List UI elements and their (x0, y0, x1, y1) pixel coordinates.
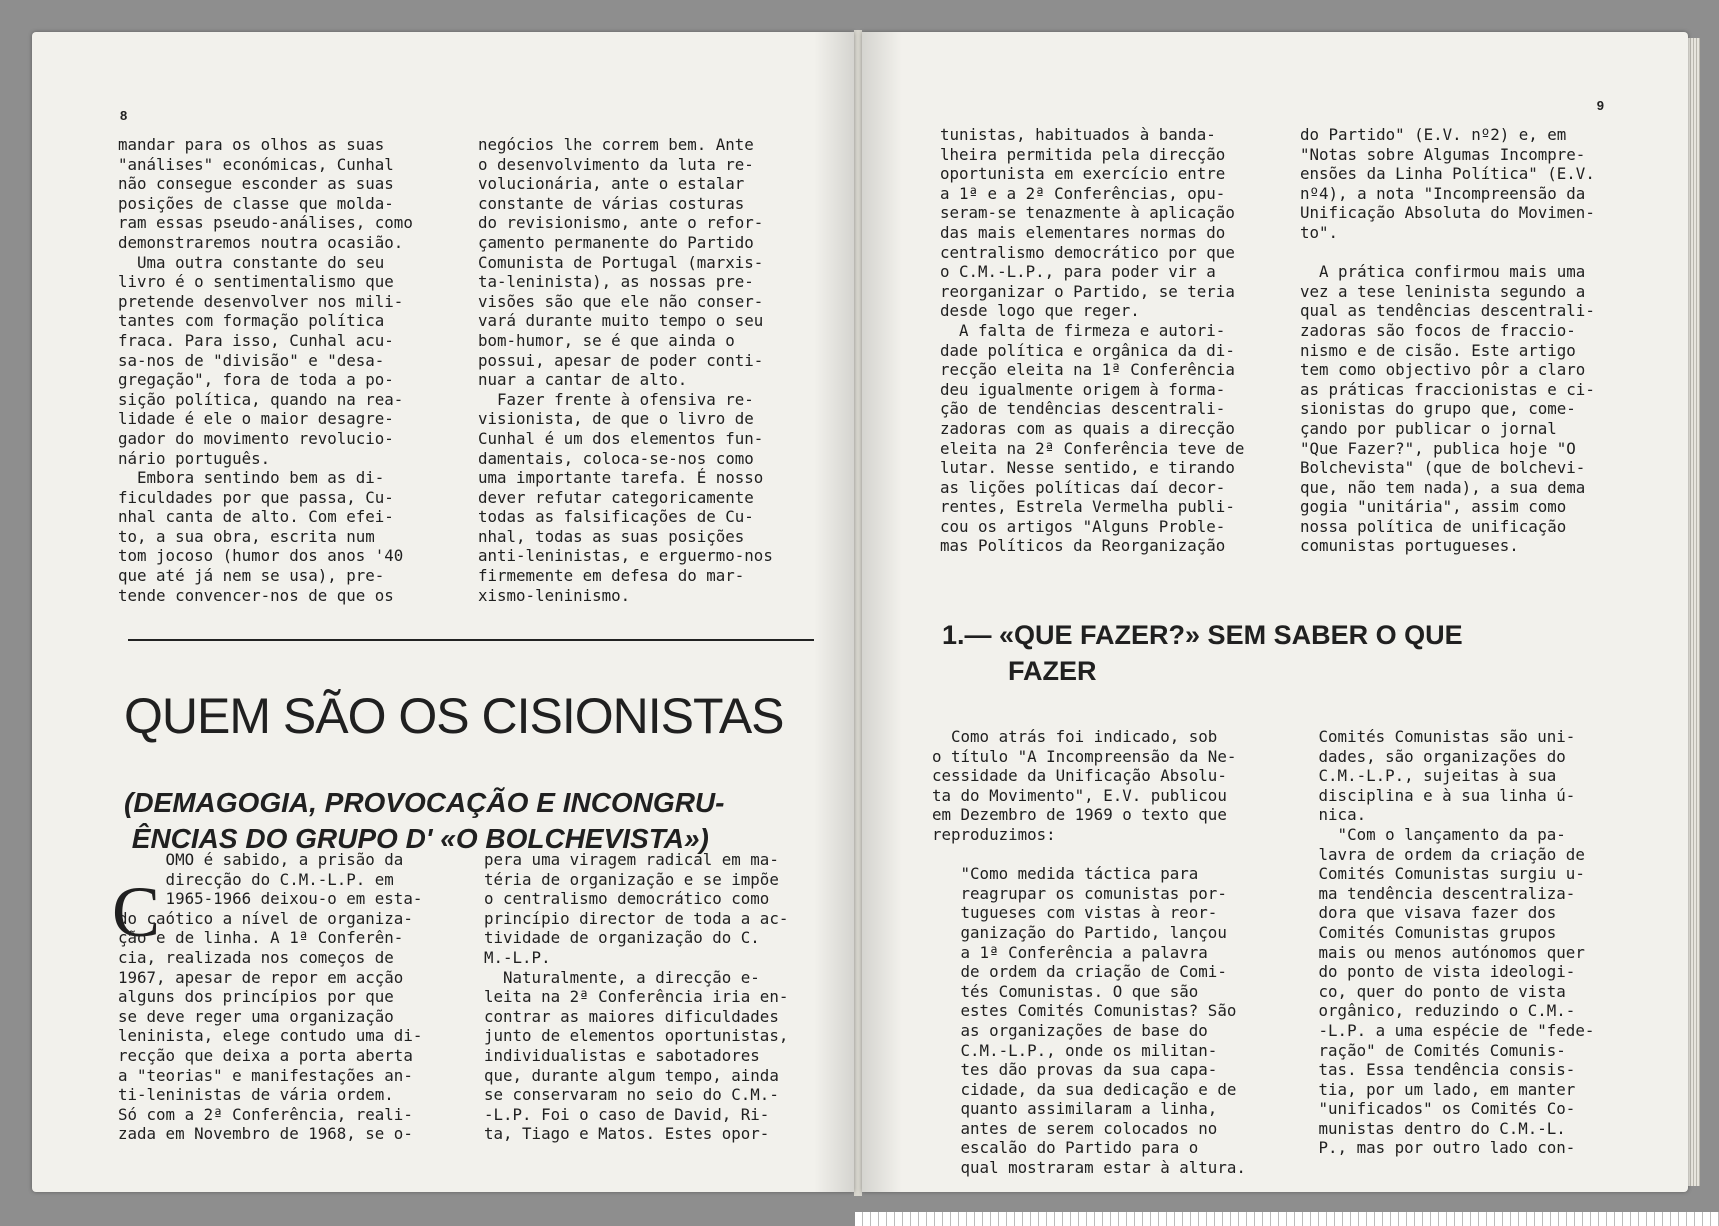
text-line: do Partido" (E.V. nº2) e, em (1300, 125, 1567, 144)
text-line: vará durante muito tempo o seu (478, 311, 764, 331)
text-line: P., mas por outro lado con- (1290, 1138, 1576, 1158)
text-line: C.M.-L.P., sujeitas à sua (1290, 766, 1557, 786)
text-line: Embora sentindo bem as di- (118, 468, 385, 488)
text-line: orgânico, reduzindo o C.M.- (1290, 1001, 1576, 1021)
text-line: zada em Novembro de 1968, se o- (118, 1124, 413, 1144)
text-line: dora que visava fazer dos (1290, 903, 1557, 923)
text-line: M.-L.P. (484, 947, 551, 967)
text-line: sa-nos de "divisão" e "desa- (118, 350, 385, 370)
text-line: Comités Comunistas são uni- (1290, 727, 1576, 746)
text-line: as organizações de base do (932, 1020, 1208, 1040)
text-line: individualistas e sabotadores (484, 1045, 760, 1065)
article-title: QUEM SÃO OS CISIONISTAS (124, 688, 784, 744)
text-line: -L.P. Foi o caso de David, Ri- (484, 1104, 770, 1124)
text-line: do caótico a nível de organiza- (118, 908, 413, 928)
text-column (478, 135, 820, 605)
text-line: co, quer do ponto de vista (1290, 981, 1566, 1001)
text-line: Comités Comunistas surgiu u- (1290, 864, 1585, 884)
text-line: bom-humor, se é que ainda o (478, 330, 735, 350)
text-line: as práticas fraccionistas e ci- (1300, 379, 1595, 399)
page-number: 8 (120, 108, 128, 123)
text-line: Uma outra constante do seu (118, 252, 385, 272)
text-line: gador do movimento revolucio- (118, 428, 394, 448)
text-line: Fazer frente à ofensiva re- (478, 389, 754, 409)
text-line: to, a sua obra, escrita num (118, 526, 375, 546)
text-line: "análises" económicas, Cunhal (118, 154, 394, 174)
text-line: tividade de organização do C. (484, 928, 760, 948)
text-line: escalão do Partido para o (932, 1138, 1199, 1158)
text-line: qual as tendências descentrali- (1300, 301, 1595, 321)
text-line: mais ou menos autónomos quer (1290, 942, 1585, 962)
article-subtitle: (DEMAGOGIA, PROVOCAÇÃO E INCONGRU- ÊNCIAS DO GRUPO D' «O BOLCHEVISTA») (124, 787, 725, 854)
text-line: "unificados" os Comités Co- (1290, 1099, 1576, 1119)
text-line: contrar as maiores dificuldades (484, 1006, 779, 1026)
text-line: nuar a cantar de alto. (478, 370, 688, 390)
text-column (940, 125, 1300, 556)
text-line: gregação", fora de toda a po- (118, 370, 394, 390)
text-line: ta do Movimento", E.V. publicou (932, 785, 1227, 805)
text-line: ta, Tiago e Matos. Estes opor- (484, 1124, 770, 1144)
text-line: C.M.-L.P., onde os militan- (932, 1040, 1218, 1060)
section-heading: 1.— «QUE FAZER?» SEM SABER O QUE (942, 620, 1463, 650)
text-line: tom jocoso (humor dos anos '40 (118, 546, 404, 566)
text-line: gogia "unitária", assim como (1300, 497, 1567, 517)
text-line: se conservaram no seio do C.M.- (484, 1085, 779, 1105)
text-line: "Que Fazer?", publica hoje "O (1300, 438, 1576, 458)
right-page (862, 32, 1688, 1192)
text-line: se deve reger uma organização (118, 1006, 394, 1026)
text-line: tende convencer-nos de que os (118, 585, 394, 605)
text-line: ma tendência descentraliza- (1290, 883, 1576, 903)
text-line: dade política e orgânica da di- (940, 340, 1235, 360)
text-line: eleita na 2ª Conferência teve de (940, 438, 1245, 458)
text-line: firmemente em defesa do mar- (478, 566, 745, 586)
text-line: recção que deixa a porta aberta (118, 1045, 413, 1065)
text-line: ficuldades por que passa, Cu- (118, 487, 394, 507)
text-line: alguns dos princípios por que (118, 987, 394, 1007)
text-line: ensões da Linha Política" (E.V. (1300, 164, 1595, 184)
text-line: çamento permanente do Partido (478, 232, 754, 252)
text-line: seram-se tenazmente à aplicação (940, 203, 1235, 223)
text-line: oportunista em exercício entre (940, 164, 1226, 184)
text-line: 1965-1966 deixou-o em esta- (118, 889, 423, 909)
text-line: Comunista de Portugal (marxis- (478, 252, 764, 272)
text-column (1300, 125, 1668, 556)
text-line: OMO é sabido, a prisão da (118, 850, 404, 869)
text-line: as lições políticas daí decor- (940, 477, 1226, 497)
text-line: ti-leninistas de vária ordem. (118, 1085, 394, 1105)
text-line: leninista, elege contudo uma di- (118, 1026, 423, 1046)
text-line: de ordem da criação de Comi- (932, 962, 1227, 982)
text-line (1300, 243, 1668, 263)
book-gutter (854, 30, 862, 1196)
text-line: visionista, de que o livro de (478, 409, 754, 429)
text-line: nossa política de unificação (1300, 516, 1567, 536)
section-heading-continued: FAZER (1008, 656, 1097, 686)
text-line: o título "A Incompreensão da Ne- (932, 746, 1237, 766)
text-line: 1967, apesar de repor em acção (118, 967, 404, 987)
text-line: não consegue esconder as suas (118, 174, 394, 194)
text-line: ram essas pseudo-análises, como (118, 213, 413, 233)
text-line: to". (1300, 222, 1339, 242)
text-line: direcção do C.M.-L.P. em (118, 869, 394, 889)
text-line: o centralismo democrático como (484, 889, 770, 909)
text-line: nário português. (118, 448, 271, 468)
text-line: damentais, coloca-se-nos como (478, 448, 754, 468)
text-line: tantes com formação política (118, 311, 385, 331)
text-line: disciplina e à sua linha ú- (1290, 785, 1576, 805)
text-line: reagrupar os comunistas por- (932, 883, 1227, 903)
text-line: que, não tem nada), a sua dema (1300, 477, 1586, 497)
text-line: nismo e de cisão. Este artigo (1300, 340, 1576, 360)
text-line: a 1ª Conferência a palavra (932, 942, 1208, 962)
text-line: do ponto de vista ideologi- (1290, 962, 1576, 982)
text-line: tunistas, habituados à banda- (940, 125, 1216, 144)
text-line: pretende desenvolver nos mili- (118, 291, 404, 311)
text-line: nº4), a nota "Incompreensão da (1300, 183, 1586, 203)
text-line: comunistas portugueses. (1300, 536, 1519, 556)
text-line: antes de serem colocados no (932, 1118, 1218, 1138)
text-line: "Notas sobre Algumas Incompre- (1300, 144, 1586, 164)
text-line: téria de organização e se impõe (484, 869, 779, 889)
text-line: sição política, quando na rea- (118, 389, 404, 409)
text-line: tas. Essa tendência consis- (1290, 1060, 1576, 1080)
text-line: tes dão provas da sua capa- (932, 1060, 1218, 1080)
text-line: quanto assimilaram a linha, (932, 1099, 1218, 1119)
text-line: anti-leninistas, e erguermo-nos (478, 546, 773, 566)
text-line: mas Políticos da Reorganização (940, 536, 1226, 556)
text-column (118, 135, 462, 605)
text-line: mandar para os olhos as suas (118, 135, 385, 154)
text-line: nhal canta de alto. Com efei- (118, 507, 394, 527)
measurement-scale (855, 1212, 1719, 1226)
text-line: uma importante tarefa. É nosso (478, 468, 764, 488)
text-line: estes Comités Comunistas? São (932, 1001, 1237, 1021)
text-line: deu igualmente origem à forma- (940, 379, 1226, 399)
text-line: a 1ª e a 2ª Conferências, opu- (940, 183, 1226, 203)
text-line: zadoras são focos de fraccio- (1300, 320, 1576, 340)
text-line: Bolchevista" (que de bolchevi- (1300, 458, 1586, 478)
text-line: tem como objectivo pôr a claro (1300, 360, 1586, 380)
text-line: demonstraremos noutra ocasião. (118, 232, 404, 252)
text-line: rentes, Estrela Vermelha publi- (940, 497, 1235, 517)
drop-cap: C (112, 872, 161, 952)
text-column (1290, 727, 1670, 1158)
text-line: zadoras com as quais a direcção (940, 418, 1235, 438)
text-line: reproduzimos: (932, 824, 1056, 844)
page-number: 9 (1596, 98, 1604, 113)
text-line: ção e de linha. A 1ª Conferên- (118, 928, 404, 948)
text-line: Cunhal é um dos elementos fun- (478, 428, 764, 448)
text-line: lavra de ordem da criação de (1290, 844, 1585, 864)
text-line: negócios lhe correm bem. Ante (478, 135, 754, 154)
text-line: reorganizar o Partido, se teria (940, 281, 1235, 301)
text-line: A prática confirmou mais uma (1300, 262, 1586, 282)
text-line: livro é o sentimentalismo que (118, 272, 394, 292)
text-line: -L.P. a uma espécie de "fede- (1290, 1020, 1595, 1040)
text-line: princípio director de toda a ac- (484, 908, 789, 928)
text-line: tia, por um lado, em manter (1290, 1079, 1576, 1099)
text-line: lheira permitida pela direcção (940, 144, 1226, 164)
text-line: a "teorias" e manifestações an- (118, 1065, 413, 1085)
text-line: do revisionismo, ante o refor- (478, 213, 764, 233)
text-line: Como atrás foi indicado, sob (932, 727, 1218, 746)
text-line: ta-leninista), as nossas pre- (478, 272, 754, 292)
text-line: volucionária, ante o estalar (478, 174, 745, 194)
text-line: Naturalmente, a direcção e- (484, 967, 760, 987)
text-line: tés Comunistas. O que são (932, 981, 1199, 1001)
text-line: recção eleita na 1ª Conferência (940, 360, 1235, 380)
text-line: o desenvolvimento da luta re- (478, 154, 754, 174)
text-line: posições de classe que molda- (118, 193, 394, 213)
text-line: çando por publicar o jornal (1300, 418, 1557, 438)
text-line: qual mostraram estar à altura. (932, 1158, 1246, 1178)
text-line: cessidade da Unificação Absolu- (932, 766, 1227, 786)
left-page (32, 32, 854, 1192)
text-line: cou os artigos "Alguns Proble- (940, 516, 1226, 536)
text-line: dever refutar categoricamente (478, 487, 754, 507)
page-edges (1688, 38, 1700, 1186)
text-line: das mais elementares normas do (940, 222, 1226, 242)
text-line (932, 845, 1292, 865)
text-line: visões são que ele não conser- (478, 291, 764, 311)
text-line: tugueses com vistas à reor- (932, 903, 1218, 923)
text-line: constante de várias costuras (478, 193, 745, 213)
text-line: ção de tendências descentrali- (940, 399, 1226, 419)
text-line: em Dezembro de 1969 o texto que (932, 805, 1227, 825)
text-column (932, 727, 1292, 1178)
text-line: lutar. Nesse sentido, e tirando (940, 458, 1235, 478)
text-line: leita na 2ª Conferência iria en- (484, 987, 789, 1007)
text-line: A falta de firmeza e autori- (940, 320, 1226, 340)
text-line: Comités Comunistas grupos (1290, 922, 1557, 942)
text-line: dades, são organizações do (1290, 746, 1566, 766)
text-line: pera uma viragem radical em ma- (484, 850, 779, 869)
text-line: vez a tese leninista segundo a (1300, 281, 1586, 301)
text-line: ganização do Partido, lançou (932, 922, 1227, 942)
text-line: "Como medida táctica para (932, 864, 1199, 884)
text-line: Só com a 2ª Conferência, reali- (118, 1104, 413, 1124)
text-line: que até já nem se usa), pre- (118, 566, 385, 586)
text-column (484, 850, 826, 1144)
text-line: nica. (1290, 805, 1367, 825)
text-line: fraca. Para isso, Cunhal acu- (118, 330, 394, 350)
text-line: sionistas do grupo que, come- (1300, 399, 1576, 419)
text-line: xismo-leninismo. (478, 585, 631, 605)
text-line: centralismo democrático por que (940, 242, 1235, 262)
text-line: desde logo que reger. (940, 301, 1140, 321)
section-divider (128, 639, 814, 641)
text-line: cidade, da sua dedicação e de (932, 1079, 1237, 1099)
text-line: junto de elementos oportunistas, (484, 1026, 789, 1046)
text-column (118, 850, 468, 1144)
text-line: Unificação Absoluta do Movimen- (1300, 203, 1595, 223)
text-line: que, durante algum tempo, ainda (484, 1065, 779, 1085)
text-line: todas as falsificações de Cu- (478, 507, 754, 527)
text-line: cia, realizada nos começos de (118, 947, 394, 967)
text-line: lidade é ele o maior desagre- (118, 409, 394, 429)
text-line: nhal, todas as suas posições (478, 526, 745, 546)
text-line: ração" de Comités Comunis- (1290, 1040, 1566, 1060)
text-line: possui, apesar de poder conti- (478, 350, 764, 370)
text-line: o C.M.-L.P., para poder vir a (940, 262, 1216, 282)
text-line: "Com o lançamento da pa- (1290, 824, 1566, 844)
text-line: munistas dentro do C.M.-L. (1290, 1118, 1566, 1138)
